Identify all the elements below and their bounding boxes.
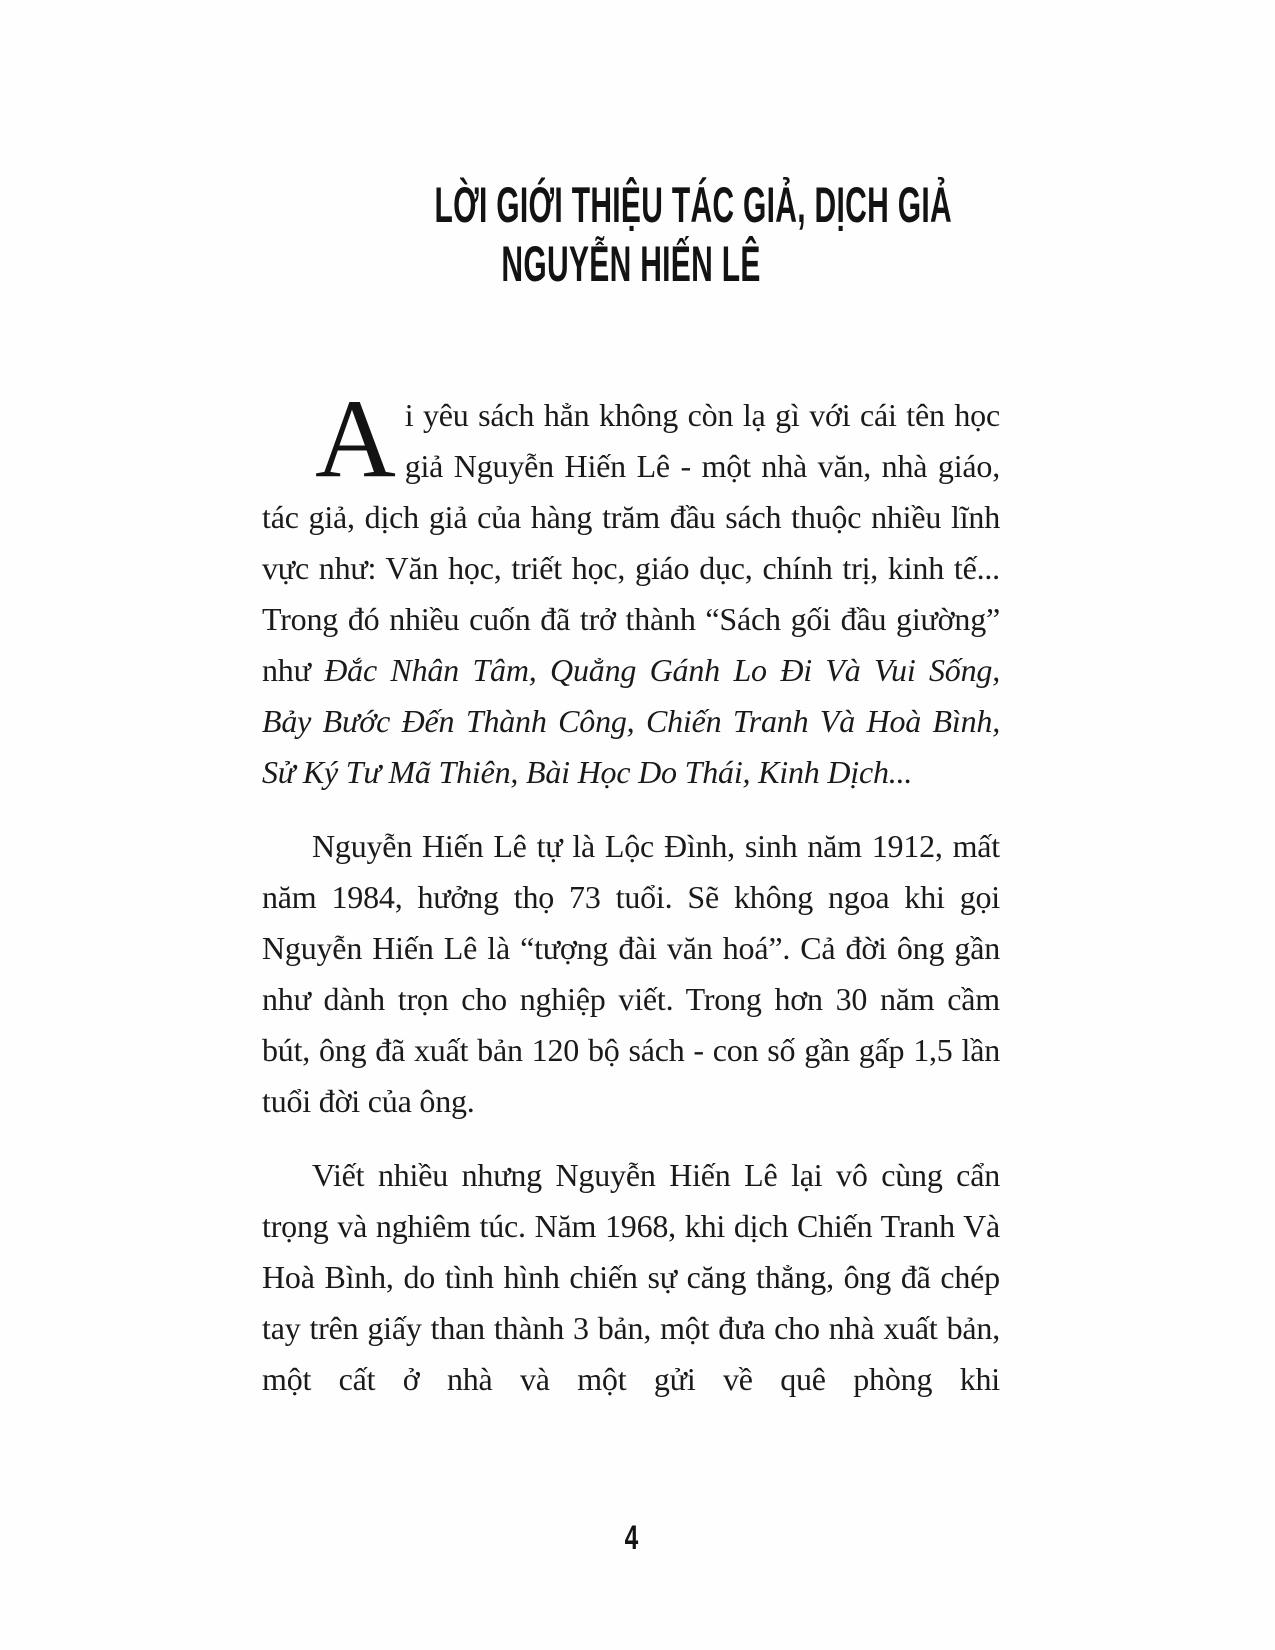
drop-cap: A <box>315 377 396 501</box>
paragraph-intro-text: i yêu sách hẳn không còn lạ gì với cái tên học giả Nguyễn Hiến Lê - một nhà văn, nhà giáo, tác giả, dịch giả của hàng trăm đầu sách thuộc nhiều lĩnh vực như: Văn học, triết học, giáo dục, chính trị, kinh tế... Trong đó nhiều cuốn đã trở thành “Sách gối đầu giường” như <box>262 397 1000 688</box>
text-block <box>262 0 1000 1405</box>
paragraph-intro <box>262 377 1000 798</box>
page-number: 4 <box>624 1519 638 1557</box>
paragraph-biography: Nguyễn Hiến Lê tự là Lộc Đình, sinh năm 1912, mất năm 1984, hưởng thọ 73 tuổi. Sẽ không ngoa khi gọi Nguyễn Hiến Lê là “tượng đài văn hoá”. Cả đời ông gần như dành trọn cho nghiệp viết. Trong hơn 30 năm cầm bút, ông đã xuất bản 120 bộ sách - con số gần gấp 1,5 lần tuổi đời của ông. <box>262 828 1000 1119</box>
paragraph-career: Viết nhiều nhưng Nguyễn Hiến Lê lại vô cùng cẩn trọng và nghiêm túc. Năm 1968, khi dịch Chiến Tranh Và Hoà Bình, do tình hình chiến sự căng thẳng, ông đã chép tay trên giấy than thành 3 bản, một đưa cho nhà xuất bản, một cất ở nhà và một gửi về quê phòng khi <box>262 1157 1000 1397</box>
book-titles-list: Đắc Nhân Tâm, Quẳng Gánh Lo Đi Và Vui Sống, Bảy Bước Đến Thành Công, Chiến Tranh Và Hoà Bình, Sử Ký Tư Mã Thiên, Bài Học Do Thái, Kinh Dịch... <box>262 652 1000 790</box>
chapter-title-line-1: LỜI GIỚI THIỆU TÁC GIẢ, DỊCH GIẢ <box>434 177 952 233</box>
chapter-title-line-2: NGUYỄN HIẾN LÊ <box>501 236 761 292</box>
page-footer <box>262 1518 1000 1558</box>
chapter-title <box>262 176 1000 294</box>
